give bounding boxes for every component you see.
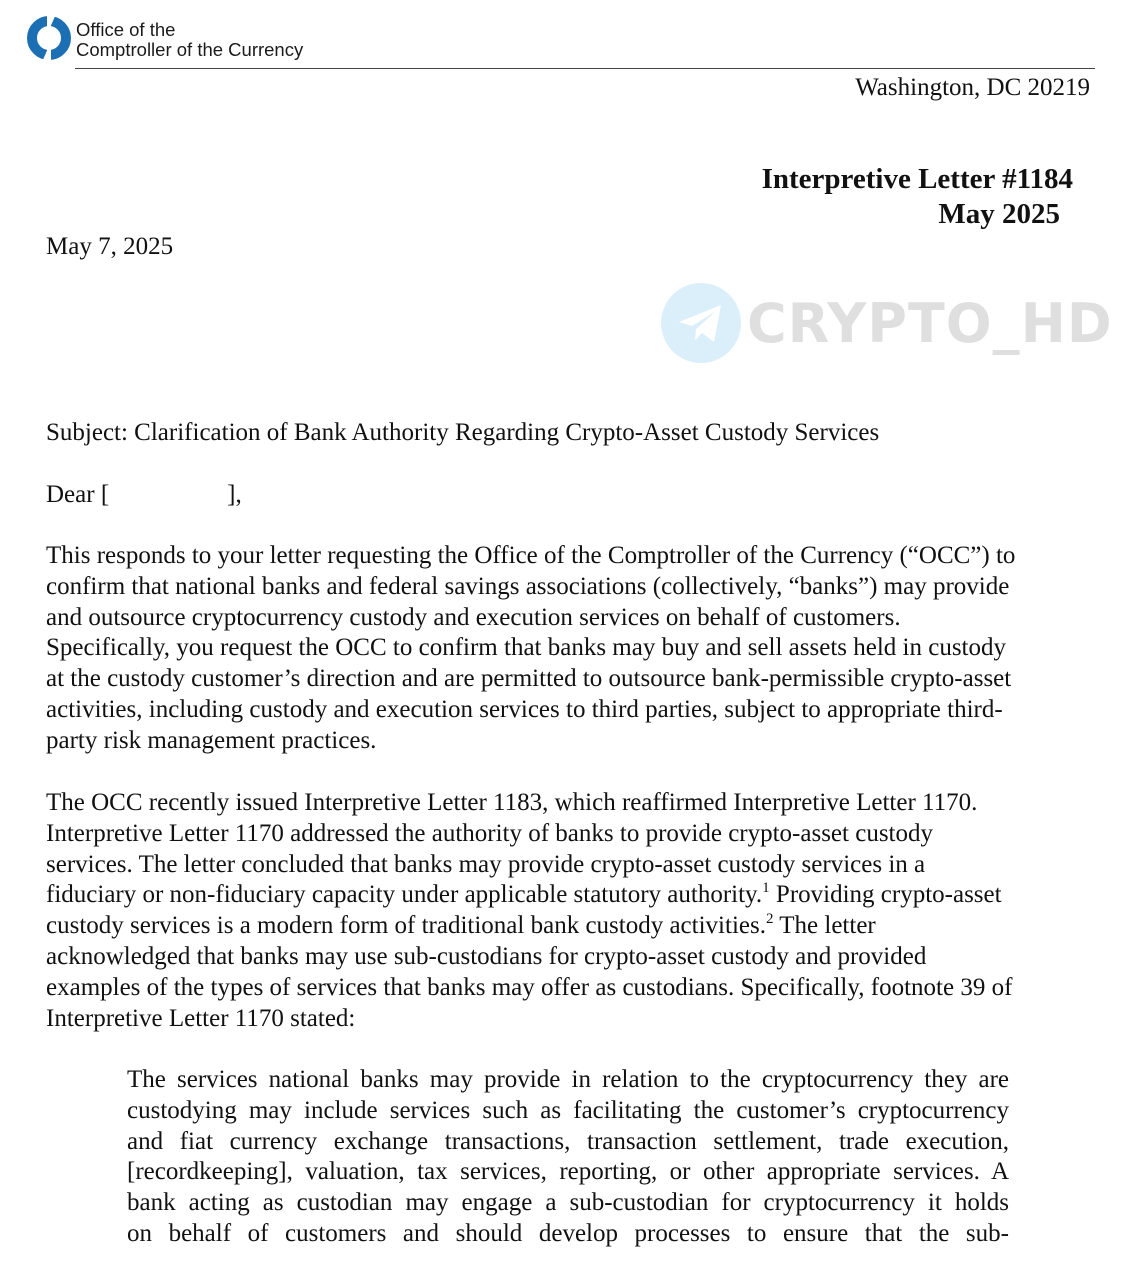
paragraph-2-line: Interpretive Letter 1170 stated: (46, 1004, 356, 1032)
watermark (661, 282, 1113, 364)
paragraph-1-line: and outsource cryptocurrency custody and execution services on behalf of customers. (46, 603, 901, 631)
footnote-ref-2[interactable]: 2 (765, 911, 774, 928)
paragraph-1-line: confirm that national banks and federal savings associations (collectively, “banks”) may provide (46, 572, 1010, 600)
paragraph-2-line: examples of the types of services that banks may offer as custodians. Specifically, footnote 39 of (46, 973, 1013, 1001)
paragraph-2-line: acknowledged that banks may use sub-custodians for crypto-asset custody and provided (46, 942, 927, 970)
quote-line: The services national banks may provide in relation to the cryptocurrency they are (127, 1066, 1009, 1093)
org-name (76, 20, 303, 60)
paragraph-1-line: Specifically, you request the OCC to confirm that banks may buy and sell assets held in custody (46, 634, 1006, 662)
letterhead (25, 14, 1095, 70)
paragraph-1-line: at the custody customer’s direction and are permitted to outsource bank-permissible crypto-asset (46, 665, 1012, 693)
paragraph-2-text: fiduciary or non-fiduciary capacity under applicable statutory authority. (46, 881, 763, 909)
paragraph-2-line: The OCC recently issued Interpretive Letter 1183, which reaffirmed Interpretive Letter 1170. (46, 789, 978, 816)
paragraph-2-text: The letter (773, 912, 876, 940)
paragraph-1-line: party risk management practices. (46, 726, 377, 754)
org-name-line1: Office of the (76, 19, 176, 40)
paragraph-2-text: custody services is a modern form of traditional bank custody activities. (46, 912, 766, 940)
block-quote (127, 1065, 1009, 1250)
salutation (46, 480, 1096, 511)
org-name-line2: Comptroller of the Currency (76, 39, 304, 60)
quote-line: [recordkeeping], valuation, tax services, reporting, or other appropriate services. A (127, 1158, 1009, 1186)
salutation-open: Dear [ (46, 481, 110, 508)
paragraph-2 (46, 788, 1096, 1034)
quote-line: custodying may include services such as facilitating the customer’s cryptocurrency (127, 1096, 1009, 1124)
letter-date: May 7, 2025 (46, 233, 174, 260)
watermark-text: CRYPTO_HD (747, 291, 1113, 355)
paragraph-2-line: services. The letter concluded that banks may provide crypto-asset custody services in a (46, 850, 926, 878)
salutation-close: ], (227, 481, 242, 508)
letterhead-rule (75, 68, 1095, 69)
quote-line: bank acting as custodian may engage a sub-custodian for cryptocurrency it holds (127, 1189, 1009, 1217)
paragraph-1-line: activities, including custody and execution services to third parties, subject to appropriate third- (46, 695, 1003, 723)
footnote-ref-1[interactable]: 1 (762, 880, 770, 897)
occ-logo-icon (25, 14, 73, 62)
paragraph-1 (46, 541, 1096, 757)
paragraph-2-line: Interpretive Letter 1170 addressed the authority of banks to provide crypto-asset custody (46, 819, 933, 847)
paragraph-2-text: Providing crypto-asset (769, 881, 1002, 909)
address: Washington, DC 20219 (855, 74, 1090, 101)
letter-month: May 2025 (938, 198, 1060, 230)
paragraph-2-line (46, 911, 1096, 942)
quote-line: on behalf of customers and should develop processes to ensure that the sub- (127, 1219, 1009, 1247)
telegram-icon (661, 283, 741, 363)
subject-line: Subject: Clarification of Bank Authority Regarding Crypto-Asset Custody Services (46, 419, 880, 446)
letter-heading (762, 162, 1073, 232)
letter-number: Interpretive Letter #1184 (761, 163, 1073, 195)
paragraph-1-line: This responds to your letter requesting the Office of the Comptroller of the Currency (“OCC”) to (46, 542, 1016, 569)
quote-line: and fiat currency exchange transactions, transaction settlement, trade execution, (127, 1127, 1009, 1155)
paragraph-2-line (46, 880, 1096, 911)
